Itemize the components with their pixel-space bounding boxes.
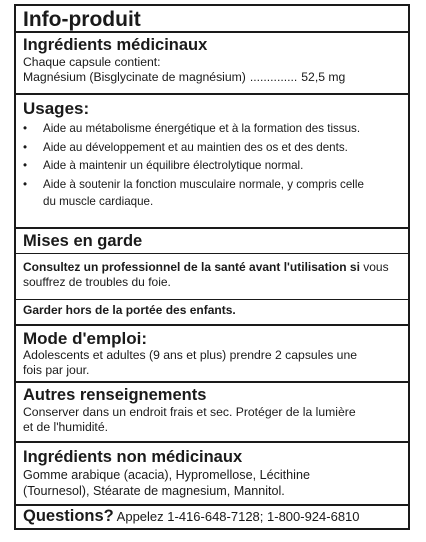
ingredient-amount: 52,5 mg (301, 70, 346, 84)
warnings-heading: Mises en garde (23, 232, 143, 250)
questions-section (16, 506, 408, 528)
keep-away-text: Garder hors de la portée des enfants. (23, 303, 236, 317)
other-info-section (16, 383, 408, 443)
keep-away-warning (16, 303, 408, 323)
questions-row (23, 505, 408, 528)
other-info-heading: Autres renseignements (23, 386, 207, 404)
product-info-panel (14, 4, 410, 530)
medicinal-ingredients-heading: Ingrédients médicinaux (23, 36, 208, 54)
directions-section (16, 326, 408, 383)
directions-heading: Mode d'emploi: (23, 329, 147, 348)
bullet-icon: • (23, 122, 28, 135)
directions-text: Adolescents et adultes (9 ans et plus) prendre 2 capsules une fois par jour. (23, 348, 358, 377)
list-item: • Aide à soutenir la fonction musculaire normale, y compris celle du muscle cardiaque. (23, 177, 364, 208)
leader-dots: .............. (249, 70, 298, 84)
warnings-section (16, 229, 408, 326)
warnings-header (16, 229, 408, 254)
bullet-icon: • (23, 159, 28, 172)
non-medicinal-text: Gomme arabique (acacia), Hypromellose, Lécithine (Tournesol), Stéarate de magnesium, Mannitol. (23, 468, 310, 498)
bullet-icon: • (23, 177, 28, 191)
questions-heading: Questions? (23, 507, 114, 525)
ingredient-name: Magnésium (Bisglycinate de magnésium) (23, 70, 246, 84)
list-item: • Aide au métabolisme énergétique et à la formation des tissus. (23, 120, 408, 139)
list-item: • Aide à maintenir un équilibre électrolytique normal. (23, 157, 408, 176)
uses-list (23, 120, 408, 211)
non-medicinal-section (16, 443, 408, 506)
panel-title: Info-produit (16, 6, 408, 33)
consult-warning (16, 260, 408, 300)
questions-phone: Appelez 1-416-648-7128; 1-800-924-6810 (116, 509, 360, 524)
ingredient-row (23, 70, 408, 85)
capsule-contains-text: Chaque capsule contient: (23, 55, 161, 69)
consult-warning-bold: Consultez un professionnel de la santé avant l'utilisation si (23, 260, 360, 274)
uses-heading: Usages: (23, 99, 90, 118)
list-item: • Aide au développement et au maintien des os et des dents. (23, 139, 408, 158)
non-medicinal-heading: Ingrédients non médicinaux (23, 448, 243, 466)
uses-section (16, 95, 408, 229)
bullet-icon: • (23, 140, 28, 154)
consult-warning-rest: vous souffrez de troubles du foie. (23, 260, 389, 289)
medicinal-ingredients-section (16, 33, 408, 95)
other-info-text: Conserver dans un endroit frais et sec. Protéger de la lumière et de l'humidité. (23, 405, 356, 434)
